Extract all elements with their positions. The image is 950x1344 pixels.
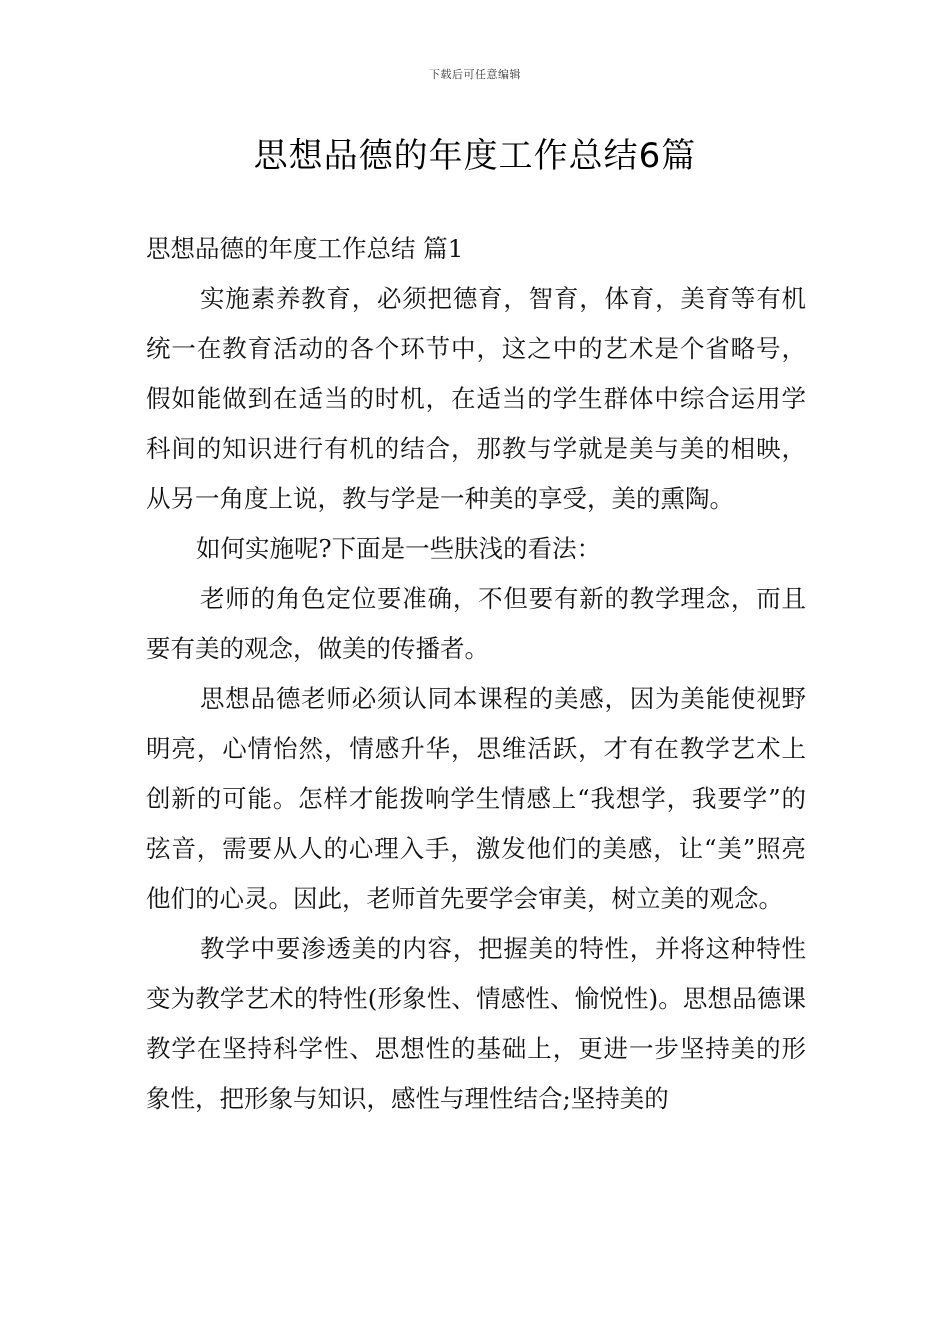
section-heading: 思想品德的年度工作总结 篇1 <box>146 234 464 263</box>
document-body <box>146 224 806 1124</box>
paragraph-1: 实施素养教育，必须把德育，智育，体育，美育等有机统一在教育活动的各个环节中，这之中的艺术是个省略号，假如能做到在适当的时机，在适当的学生群体中综合运用学科间的知识进行有机的结合，那教与学就是美与美的相映，从另一角度上说，教与学是一种美的享受，美的熏陶。 <box>146 284 806 513</box>
document-title: 思想品德的年度工作总结6篇 <box>253 136 697 176</box>
paragraph-4: 思想品德老师必须认同本课程的美感，因为美能使视野明亮，心情怡然，情感升华，思维活跃，才有在教学艺术上创新的可能。怎样才能拨响学生情感上“我想学，我要学”的弦音，需要从人的心理入手，激发他们的美感，让“美”照亮他们的心灵。因此，老师首先要学会审美，树立美的观念。 <box>146 684 806 913</box>
paragraph-3: 老师的角色定位要准确，不但要有新的教学理念，而且要有美的观念，做美的传播者。 <box>146 584 806 663</box>
paragraph-5: 教学中要渗透美的内容，把握美的特性，并将这种特性变为教学艺术的特性(形象性、情感性、愉悦性)。思想品德课教学在坚持科学性、思想性的基础上，更进一步坚持美的形象性，把形象与知识，感性与理性结合;坚持美的 <box>146 934 806 1113</box>
paragraph-2: 如何实施呢?下面是一些肤浅的看法： <box>196 534 602 563</box>
header-note: 下载后可任意编辑 <box>429 68 521 81</box>
